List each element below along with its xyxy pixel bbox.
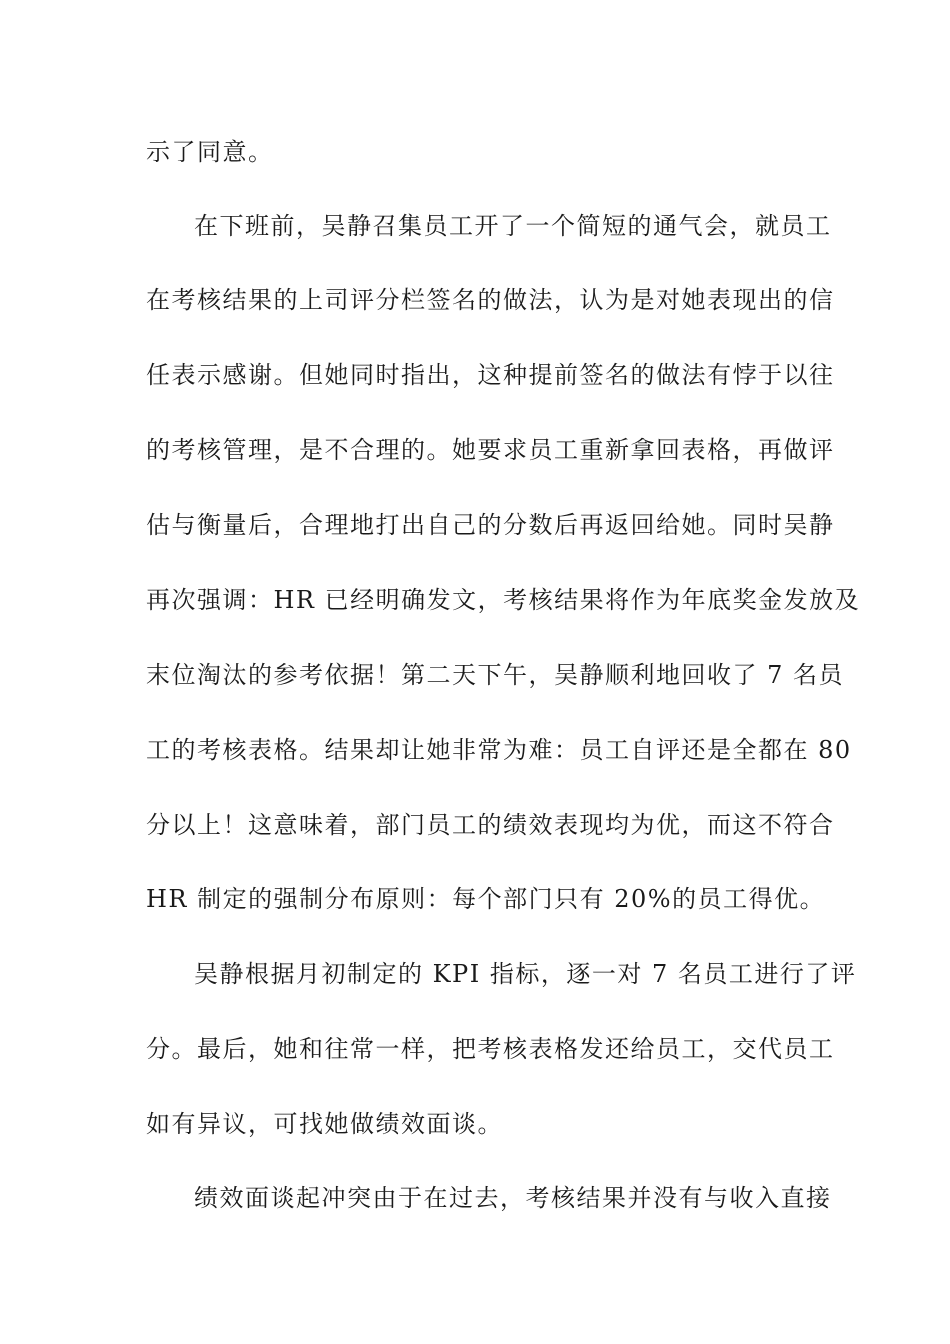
text-line-8: 末位淘汰的参考依据！第二天下午，吴静顺利地回收了 7 名员: [146, 661, 845, 689]
text-line-11: HR 制定的强制分布原则：每个部门只有 20%的员工得优。: [146, 885, 826, 913]
text-line-6: 估与衡量后，合理地打出自己的分数后再返回给她。同时吴静: [146, 511, 835, 539]
text-line-1: 示了同意。: [146, 138, 274, 166]
text-line-4: 任表示感谢。但她同时指出，这种提前签名的做法有悖于以往: [146, 361, 835, 389]
text-line-10: 分以上！这意味着，部门员工的绩效表现均为优，而这不符合: [146, 811, 835, 839]
text-line-13: 分。最后，她和往常一样，把考核表格发还给员工，交代员工: [146, 1035, 835, 1063]
text-line-14: 如有异议，可找她做绩效面谈。: [146, 1110, 503, 1138]
text-line-3: 在考核结果的上司评分栏签名的做法，认为是对她表现出的信: [146, 286, 835, 314]
text-line-15: 绩效面谈起冲突由于在过去，考核结果并没有与收入直接: [194, 1184, 832, 1212]
text-line-7: 再次强调：HR 已经明确发文，考核结果将作为年底奖金发放及: [146, 586, 861, 614]
text-line-2: 在下班前，吴静召集员工开了一个简短的通气会，就员工: [194, 212, 832, 240]
text-line-12: 吴静根据月初制定的 KPI 指标，逐一对 7 名员工进行了评: [194, 960, 857, 988]
text-line-9: 工的考核表格。结果却让她非常为难：员工自评还是全都在 80: [146, 736, 852, 764]
text-line-5: 的考核管理，是不合理的。她要求员工重新拿回表格，再做评: [146, 436, 835, 464]
